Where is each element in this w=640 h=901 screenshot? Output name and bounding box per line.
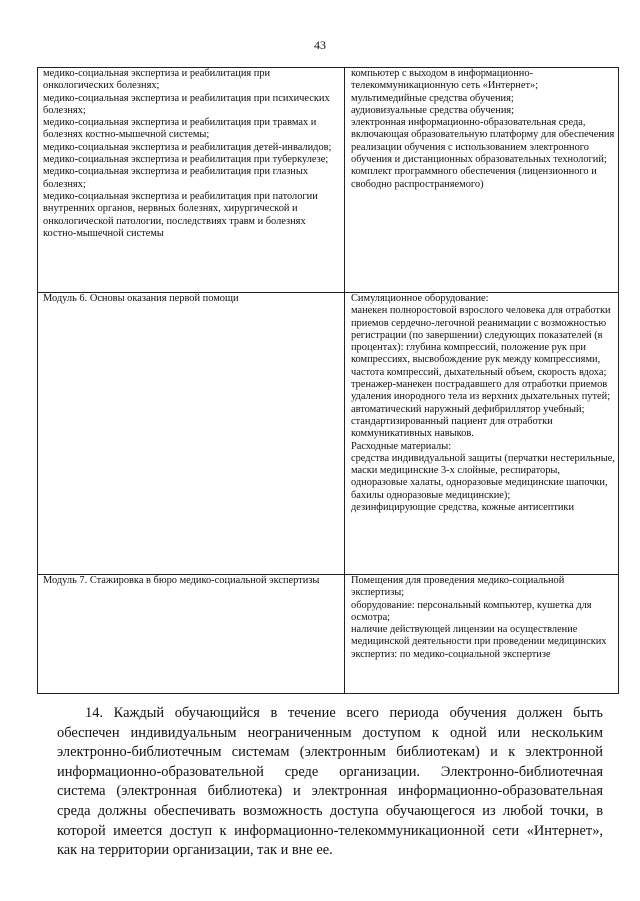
cell-line: тренажер-манекен пострадавшего для отработки приемов удаления инородного тела из верхних дыхательных путей; (351, 379, 611, 403)
cell-line: компьютер с выходом в информационно-телекоммуникационную сеть «Интернет»; (351, 68, 539, 92)
table-row (38, 575, 619, 694)
table-row (38, 293, 619, 575)
paragraph-14: 14. Каждый обучающийся в течение всего периода обучения должен быть обеспечен индивидуальным неограниченным доступом к одной или нескольким электронно-библиотечным системам (электронным библиотекам) и к электронной информационно-образовательной среде организации. Электронно-библиотечная система (электронная библиотека) и электронная информационно-образовательная среда должны обеспечивать возможность доступа обучающегося из любой точки, в которой имеется доступ к информационно-телекоммуникационной сети «Интернет», как на территории организации, так и вне ее. (57, 705, 603, 859)
cell-line: медико-социальная экспертиза и реабилитация при глазных болезнях; (43, 166, 309, 190)
module-title: Модуль 6. Основы оказания первой помощи (43, 293, 239, 304)
table-row (38, 68, 619, 293)
cell-line: Расходные материалы: (351, 440, 452, 452)
cell-line: медико-социальная экспертиза и реабилитация при травмах и болезнях костно-мышечной системы; (43, 117, 317, 141)
cell-line: средства индивидуальной защиты (перчатки нестерильные, маски медицинские 3-х слойные, респираторы, одноразовые халаты, одноразовые медицинские шапочки, бахилы одноразовые медицинские); (351, 452, 615, 501)
resources-table (37, 67, 619, 694)
cell-line: медико-социальная экспертиза и реабилитация при психических болезнях; (43, 92, 330, 116)
table-cell-right (345, 575, 619, 694)
table-cell-left (38, 575, 345, 694)
cell-line: аудиовизуальные средства обучения; (351, 104, 515, 116)
table-cell-left (38, 293, 345, 575)
cell-line: Симуляционное оборудование: (351, 293, 489, 304)
cell-line: комплект программного обеспечения (лицензионного и свободно распространяемого) (351, 166, 597, 190)
cell-line: медико-социальная экспертиза и реабилитация при онкологических болезнях; (43, 68, 271, 92)
cell-line: автоматический наружный дефибриллятор учебный; (351, 403, 585, 415)
table-cell-right (345, 68, 619, 293)
cell-line: медико-социальная экспертиза и реабилитация детей-инвалидов; (43, 141, 332, 153)
cell-line: медико-социальная экспертиза и реабилитация при туберкулезе; (43, 154, 329, 166)
cell-line: Помещения для проведения медико-социальной экспертизы; (351, 575, 565, 599)
cell-line: манекен полноростовой взрослого человека для отработки приемов сердечно-легочной реанимации с возможностью регистрации (по завершении) следующих показателей (в процентах): глубина компрессий, положение рук при компрессиях, высвобождение рук между компрессиями, частота компрессий, дыхательный объем, скорость вдоха; (351, 305, 611, 378)
table-cell-left (38, 68, 345, 293)
cell-line: медико-социальная экспертиза и реабилитация при патологии внутренних органов, нервных болезнях, хирургической и онкологической патологии, последствиях травм и болезнях костно-мышечной системы (43, 190, 318, 239)
cell-line: дезинфицирующие средства, кожные антисептики (351, 502, 575, 514)
cell-line: электронная информационно-образовательная среда, включающая образовательную платформу для обеспечения реализации обучения с использованием электронного обучения и дистанционных образовательных технологий; (351, 117, 615, 166)
table-cell-right (345, 293, 619, 575)
cell-line: мультимедийные средства обучения; (351, 92, 514, 104)
page-number: 43 (314, 38, 326, 52)
cell-line: оборудование: персональный компьютер, кушетка для осмотра; (351, 599, 592, 623)
module-title: Модуль 7. Стажировка в бюро медико-социальной экспертизы (43, 575, 320, 586)
cell-line: стандартизированный пациент для отработки коммуникативных навыков. (351, 415, 553, 440)
cell-line: наличие действующей лицензии на осуществление медицинской деятельности при проведении медицинских экспертиз: по медико-социальной экспертизе (351, 624, 607, 660)
